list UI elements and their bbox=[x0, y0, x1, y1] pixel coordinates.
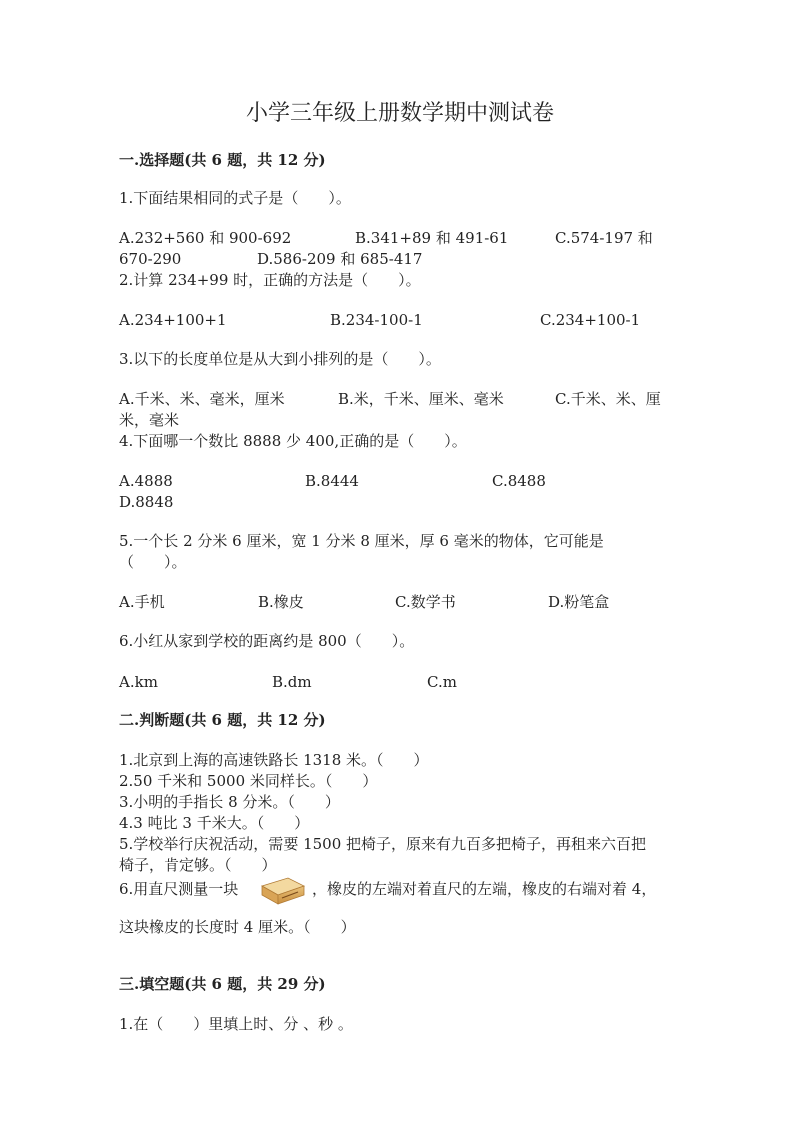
option: C.数学书 bbox=[395, 593, 456, 611]
question-text: 6.小红从家到学校的距离约是 800（ ）。 bbox=[119, 632, 415, 650]
section-heading-fill: 三.填空题(共 6 题，共 29 分) bbox=[119, 975, 326, 993]
option: D.8848 bbox=[119, 493, 174, 511]
question-text: 1.下面结果相同的式子是（ ）。 bbox=[119, 189, 351, 207]
option: C.234+100-1 bbox=[540, 311, 641, 329]
option: B.橡皮 bbox=[258, 593, 304, 611]
question-text: 1.在（ ）里填上时、分 、秒 。 bbox=[119, 1015, 353, 1033]
statement: 椅子，肯定够。（ ） bbox=[119, 856, 277, 874]
statement: 4.3 吨比 3 千米大。（ ） bbox=[119, 814, 310, 832]
statement: 6.用直尺测量一块 bbox=[119, 880, 239, 898]
statement: 1.北京到上海的高速铁路长 1318 米。（ ） bbox=[119, 751, 429, 769]
option: B.dm bbox=[272, 673, 312, 691]
question-text: 5.一个长 2 分米 6 厘米，宽 1 分米 8 厘米，厚 6 毫米的物体，它可能是 bbox=[119, 532, 604, 550]
option: C.8488 bbox=[492, 472, 546, 490]
section-heading-choice: 一.选择题(共 6 题，共 12 分) bbox=[119, 151, 326, 169]
option: A.千米、米、毫米，厘米 bbox=[119, 390, 285, 408]
statement: 5.学校举行庆祝活动，需要 1500 把椅子，原来有九百多把椅子，再租来六百把 bbox=[119, 835, 647, 853]
option: B.234-100-1 bbox=[330, 311, 423, 329]
eraser-image bbox=[258, 872, 308, 908]
option: A.234+100+1 bbox=[119, 311, 227, 329]
option: D.586-209 和 685-417 bbox=[257, 250, 423, 268]
question-text: 3.以下的长度单位是从大到小排列的是（ ）。 bbox=[119, 350, 441, 368]
statement: 这块橡皮的长度时 4 厘米。（ ） bbox=[119, 918, 356, 936]
question-text: （ ）。 bbox=[119, 553, 187, 571]
statement: ，橡皮的左端对着直尺的左端，橡皮的右端对着 4， bbox=[312, 880, 657, 898]
option: C.千米、米、厘 bbox=[555, 390, 661, 408]
statement: 3.小明的手指长 8 分米。（ ） bbox=[119, 793, 340, 811]
option: C.m bbox=[427, 673, 457, 691]
option: A.4888 bbox=[119, 472, 173, 490]
option: 米，毫米 bbox=[119, 411, 180, 429]
option: B.米，千米、厘米、毫米 bbox=[338, 390, 504, 408]
option: B.8444 bbox=[305, 472, 359, 490]
page-title: 小学三年级上册数学期中测试卷 bbox=[245, 101, 554, 126]
statement: 2.50 千米和 5000 米同样长。（ ） bbox=[119, 772, 378, 790]
option: B.341+89 和 491-61 bbox=[355, 229, 509, 247]
option: D.粉笔盒 bbox=[548, 593, 610, 611]
option: A.232+560 和 900-692 bbox=[119, 229, 292, 247]
option: C.574-197 和 bbox=[555, 229, 653, 247]
option: 670-290 bbox=[119, 250, 182, 268]
option: A.km bbox=[119, 673, 158, 691]
question-text: 2.计算 234+99 时，正确的方法是（ ）。 bbox=[119, 271, 421, 289]
option: A.手机 bbox=[119, 593, 165, 611]
question-text: 4.下面哪一个数比 8888 少 400,正确的是（ ）。 bbox=[119, 432, 467, 450]
section-heading-judge: 二.判断题(共 6 题，共 12 分) bbox=[119, 711, 326, 729]
